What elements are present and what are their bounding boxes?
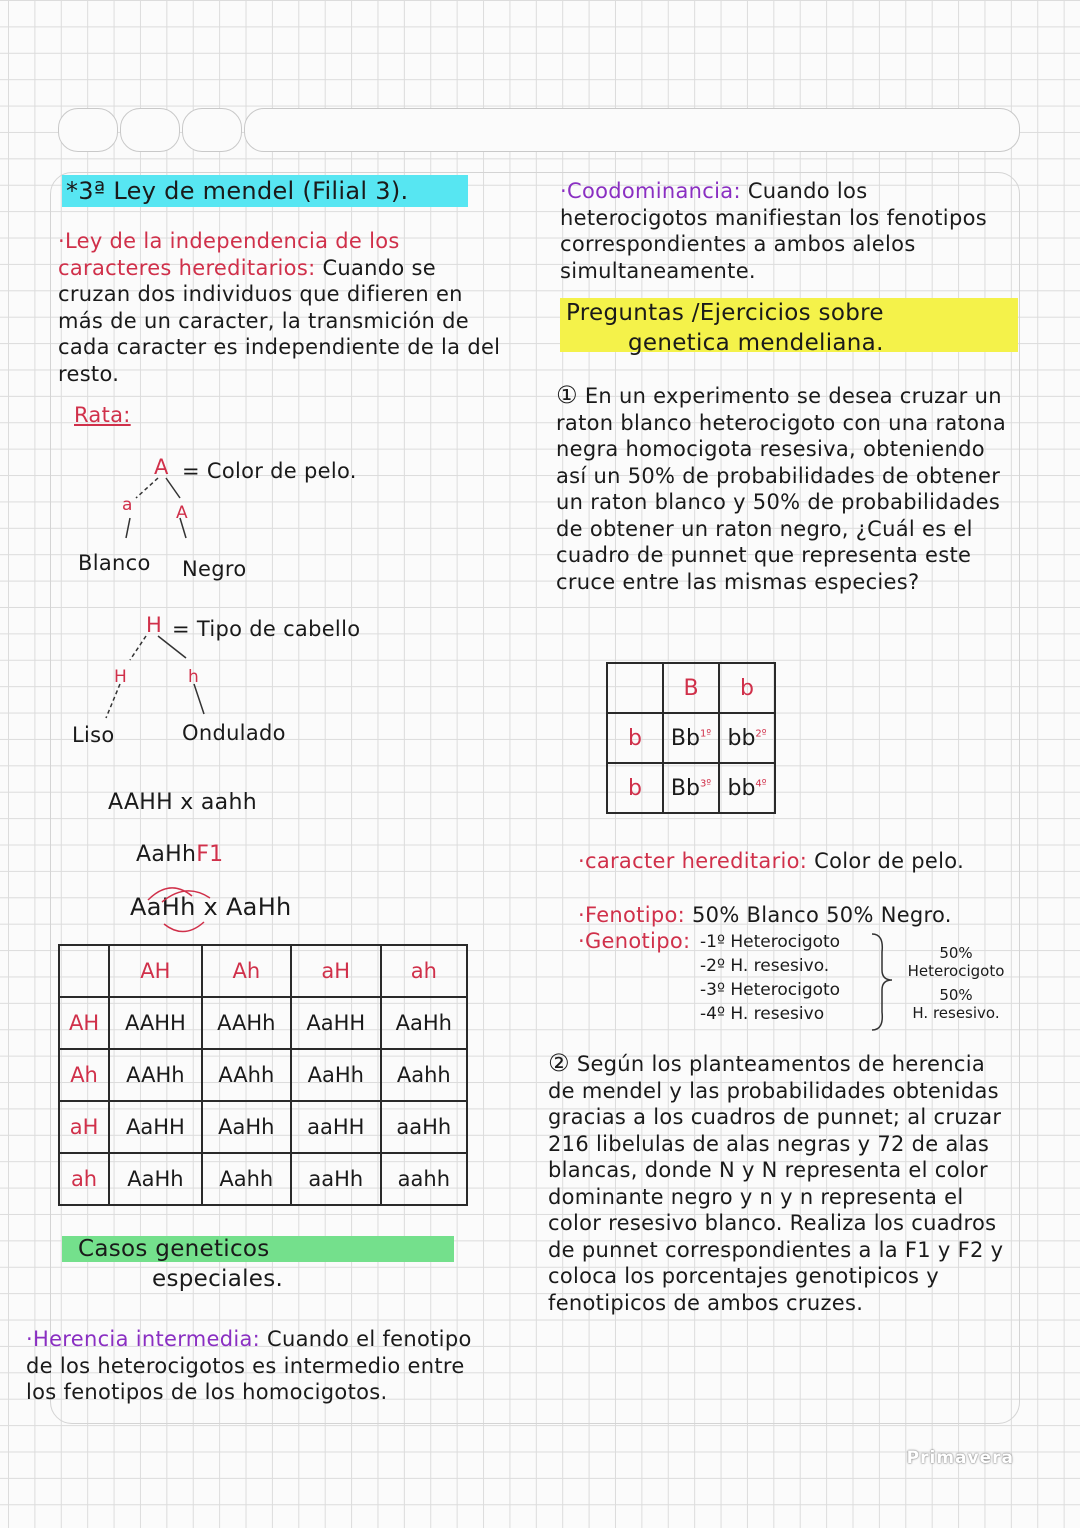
codominance-term: ·Coodominancia: (560, 179, 741, 203)
genotype-cell: AAHh (202, 997, 291, 1049)
tree-phenotype-left: Liso (72, 723, 115, 747)
cross-left-genotype: AaHh (130, 893, 196, 921)
row-header: aH (59, 1101, 109, 1153)
question-1 (556, 382, 1008, 595)
cross-f1 (136, 842, 223, 869)
allele-tree-hair (70, 608, 430, 758)
genotype-cell: aaHH (291, 1101, 381, 1153)
question-2-text: Según los planteamentos de herencia de mendel y las probabilidades obtenidas gracias a los cuadros de punnet; al cruzar 216 libelulas de alas negras y 72 de alas blancas, donde N y N representa el color dominante negro y n y n representa el color resesivo blanco. Realiza los cuadros de punnet correspondientes a la F1 y F2 y coloca los porcentajes genotipicos y fenotipicos de ambos cruzes. (548, 1052, 1004, 1315)
law-term: ·Ley de la independencia de los caracteres hereditarios: (58, 229, 400, 280)
question-2 (548, 1050, 1010, 1316)
codominance-definition: Cuando los heterocigotos manifiestan los fenotipos correspondientes a ambos alelos simultaneamente. (560, 179, 987, 283)
table-row (59, 1049, 467, 1101)
table-row (607, 763, 775, 813)
genotype-cell: AaHH (291, 997, 381, 1049)
header-circle (58, 108, 118, 152)
list-item: -3º Heterocigoto (700, 980, 841, 1000)
row-header: ah (59, 1153, 109, 1205)
cross-right-genotype: x AaHh (203, 893, 292, 921)
tree-description: = Color de pelo. (182, 459, 357, 483)
column-header: B (663, 663, 719, 713)
questions-title-line1: Preguntas /Ejercicios sobre (566, 300, 884, 326)
fenotipo-value: 50% Blanco 50% Negro. (692, 903, 952, 927)
genotype-value: Bb (670, 725, 700, 751)
genotype-value: bb (727, 775, 756, 801)
special-title-line1: Casos geneticos (78, 1236, 270, 1262)
row-header: b (607, 713, 663, 763)
header-circle (182, 108, 242, 152)
genotype-cell: AaHh (109, 1153, 202, 1205)
caracter-label: ·caracter hereditario: (578, 849, 808, 873)
cell-order: 1º (699, 728, 712, 740)
genotype-value: Bb (670, 775, 700, 801)
special-title-line2: especiales. (152, 1266, 284, 1292)
summary-percent: 50% (939, 986, 973, 1004)
genotype-cell: AAhh (202, 1049, 291, 1101)
column-header: ah (381, 945, 467, 997)
header-decoration (58, 108, 1018, 152)
punnett-monohybrid (606, 662, 776, 814)
cell-order: 4º (755, 778, 767, 790)
law-paragraph (58, 228, 508, 387)
genotype-cell: aaHh (381, 1101, 467, 1153)
tree-root: A (154, 455, 169, 479)
genotype-cell (719, 713, 775, 763)
genotipo-list (700, 930, 840, 1026)
column-header: AH (109, 945, 202, 997)
tree-allele-recessive: a (122, 495, 133, 515)
genotype-cell (663, 713, 719, 763)
genotype-cell: AaHh (202, 1101, 291, 1153)
genotype-cell: aaHh (291, 1153, 381, 1205)
header-circle (120, 108, 180, 152)
genotype-cell: AaHh (291, 1049, 381, 1101)
question-1-text: En un experimento se desea cruzar un raton blanco heterocigoto con una ratona negra homocigota resesiva, obteniendo así un 50% de probabilidades de obtener un raton blanco y 50% de probabilidades de obtener un raton negro, ¿Cuál es el cuadro de punnet que representa este cruce entre las mismas especies? (556, 384, 1007, 594)
punnett-dihybrid (58, 944, 468, 1206)
questions-title-line2: genetica mendeliana. (628, 330, 884, 356)
row-header: Ah (59, 1049, 109, 1101)
fenotipo-label: ·Fenotipo: (578, 903, 686, 927)
tree-allele-recessive: h (188, 667, 200, 687)
genotipo-label: ·Genotipo: (578, 929, 691, 953)
cross-parental: AAHH x aahh (108, 790, 257, 815)
list-item: -4º H. resesivo (700, 1004, 825, 1024)
table-header-row (607, 663, 775, 713)
watermark-logo: Primavera (906, 1448, 1014, 1468)
f1-label: F1 (196, 842, 224, 867)
table-header-row (59, 945, 467, 997)
page-title: *3ª Ley de mendel (Filial 3). (62, 178, 468, 205)
table-row (59, 1153, 467, 1205)
row-header: b (607, 763, 663, 813)
genotype-cell: Aahh (202, 1153, 291, 1205)
column-header: aH (291, 945, 381, 997)
tree-description: = Tipo de cabello (172, 617, 361, 641)
genotype-cell: Aahh (381, 1049, 467, 1101)
example-label: Rata: (74, 403, 131, 427)
tree-phenotype-right: Ondulado (182, 721, 286, 745)
law-definition: Cuando se cruzan dos individuos que difieren en más de un caracter, la transmición de cada caracter es independiente de la del resto. (58, 255, 501, 386)
tree-allele-dominant: H (114, 667, 128, 687)
f1-genotype: AaHh (136, 842, 197, 867)
allele-tree-color (70, 452, 390, 592)
summary-label: H. resesivo. (912, 1004, 1000, 1022)
table-row (59, 997, 467, 1049)
table-row (59, 1101, 467, 1153)
intermediate-paragraph (26, 1326, 496, 1406)
corner-cell (607, 663, 663, 713)
column-header: Ah (202, 945, 291, 997)
intermediate-definition: Cuando el fenotipo de los heterocigotos es intermedio entre los fenotipos de los homocigotos. (26, 1327, 472, 1404)
row-header: AH (59, 997, 109, 1049)
genotype-value: bb (727, 725, 756, 751)
brace-icon (868, 932, 898, 1032)
tree-root: H (146, 613, 163, 637)
genotipo-summary (900, 944, 1012, 1022)
tree-allele-dominant: A (176, 503, 188, 523)
genotype-cell: AaHH (109, 1101, 202, 1153)
genotype-cell: AaHh (381, 997, 467, 1049)
genotype-cell: AAHh (109, 1049, 202, 1101)
codominance-paragraph (560, 178, 1010, 284)
cell-order: 3º (699, 778, 712, 790)
question-2-number: ② (548, 1049, 570, 1077)
column-header: b (719, 663, 775, 713)
list-item: -1º Heterocigoto (700, 932, 841, 952)
header-pill (244, 108, 1020, 152)
genotype-cell (663, 763, 719, 813)
question-1-number: ① (556, 381, 578, 409)
list-item: -2º H. resesivo. (700, 956, 830, 976)
caracter-line (578, 848, 1008, 875)
corner-cell (59, 945, 109, 997)
genotype-cell: AAHH (109, 997, 202, 1049)
genotype-cell (719, 763, 775, 813)
fenotipo-line (578, 902, 952, 929)
cell-order: 2º (755, 728, 767, 740)
table-row (607, 713, 775, 763)
tree-phenotype-left: Blanco (78, 551, 151, 575)
caracter-value: Color de pelo. (814, 849, 965, 873)
summary-percent: 50% (939, 944, 973, 962)
genotype-cell: aahh (381, 1153, 467, 1205)
cross-arrows-icon (140, 878, 230, 938)
summary-label: Heterocigoto (907, 962, 1005, 980)
tree-phenotype-right: Negro (182, 557, 247, 581)
intermediate-term: ·Herencia intermedia: (26, 1327, 261, 1351)
